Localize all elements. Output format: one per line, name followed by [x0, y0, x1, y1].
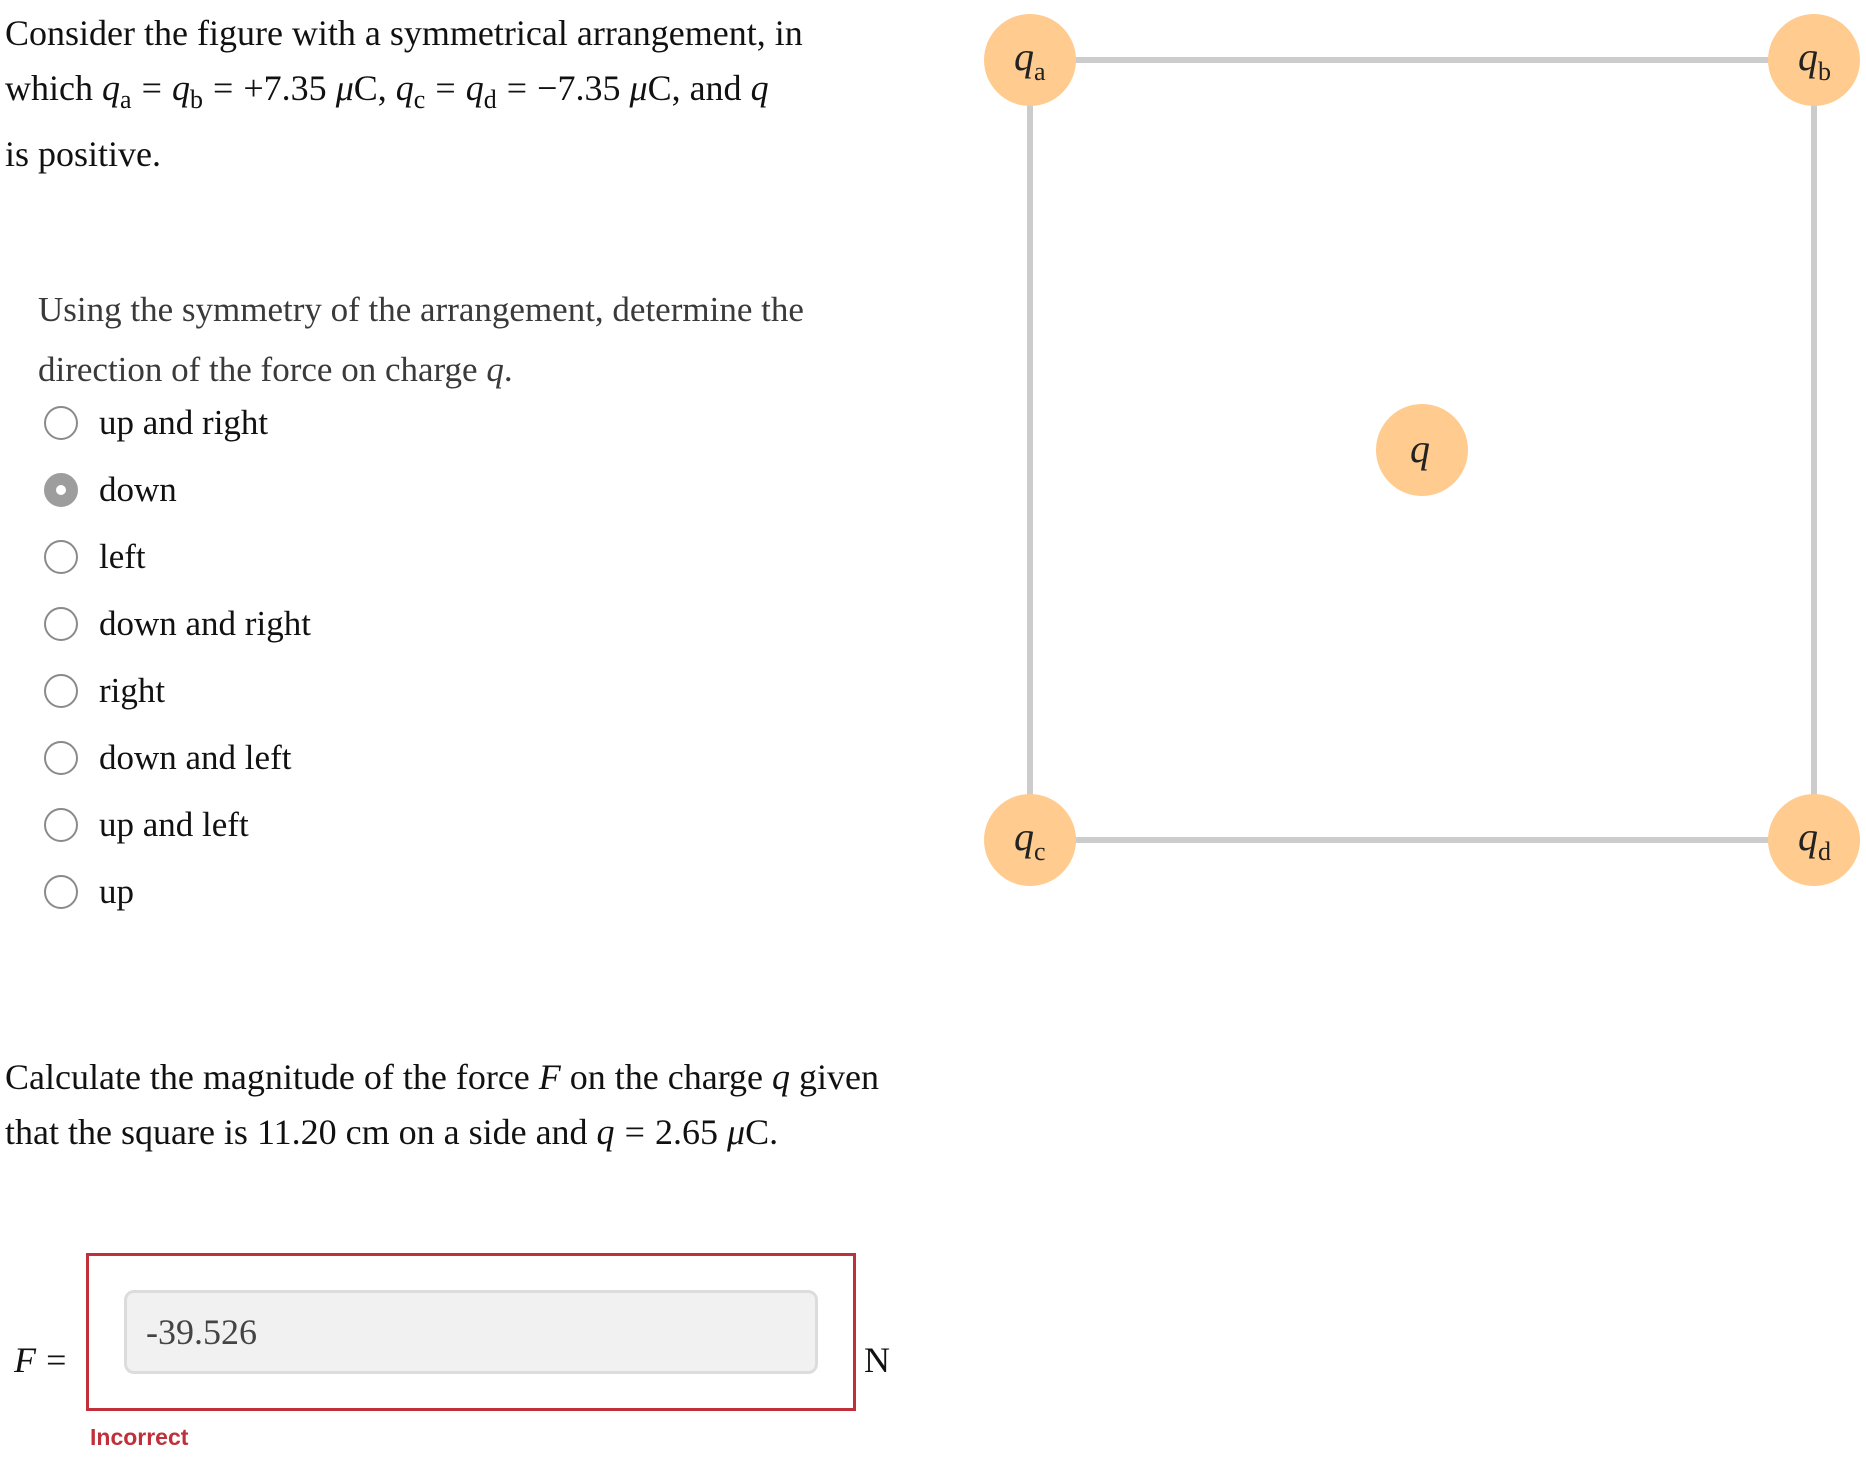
intro-line-2: which $q_a = q_b = +7.35$ μC, $q_c = q_d = -7.35$ μC, and q	[5, 68, 769, 114]
option-down-and-left[interactable]	[44, 735, 544, 785]
charge-qa-label: $q_a$	[1014, 34, 1046, 86]
option-label: left	[99, 537, 146, 576]
direction-question	[38, 280, 878, 400]
option-down-and-right[interactable]	[44, 601, 544, 651]
charge-qd-label: $q_d$	[1798, 814, 1831, 866]
charge-arrangement-figure	[960, 0, 1866, 900]
option-up[interactable]	[44, 869, 544, 919]
answer-unit: N	[864, 1340, 890, 1380]
calc-line-1: Calculate the magnitude of the force F on the charge q given	[5, 1057, 880, 1097]
option-label: down and left	[99, 738, 292, 777]
radio-button-selected[interactable]	[44, 473, 78, 507]
answer-label: F =	[14, 1340, 67, 1380]
radio-button[interactable]	[44, 540, 78, 574]
radio-button[interactable]	[44, 875, 78, 909]
radio-button[interactable]	[44, 406, 78, 440]
option-label: up and right	[99, 403, 269, 442]
radio-button[interactable]	[44, 808, 78, 842]
problem-statement	[5, 6, 845, 182]
option-label: down and right	[99, 604, 311, 643]
charge-qb	[1768, 14, 1860, 106]
charge-q-center	[1376, 404, 1468, 496]
option-label: down	[99, 470, 177, 509]
intro-line-3: is positive.	[5, 133, 162, 174]
radio-button[interactable]	[44, 674, 78, 708]
radio-button[interactable]	[44, 741, 78, 775]
option-left[interactable]	[44, 534, 544, 584]
question-line-1: Using the symmetry of the arrangement, determine the	[38, 290, 804, 329]
charge-qd	[1768, 794, 1860, 886]
question-line-2: direction of the force on charge q.	[38, 350, 513, 389]
option-label: up and left	[99, 805, 249, 844]
radio-button[interactable]	[44, 607, 78, 641]
charge-qc-label: $q_c$	[1014, 814, 1046, 866]
option-down[interactable]	[44, 467, 544, 517]
charge-qa	[984, 14, 1076, 106]
charge-qb-label: $q_b$	[1798, 34, 1831, 86]
charge-qc	[984, 794, 1076, 886]
calc-line-2: that the square is 11.20 cm on a side and q = 2.65 μC.	[5, 1112, 779, 1152]
option-right[interactable]	[44, 668, 544, 718]
option-up-and-left[interactable]	[44, 802, 544, 852]
force-answer-input[interactable]	[124, 1290, 818, 1374]
magnitude-question	[5, 1050, 905, 1160]
charge-q-label: q	[1410, 426, 1430, 471]
incorrect-feedback: Incorrect	[90, 1424, 189, 1450]
intro-line-1: Consider the figure with a symmetrical arrangement, in	[5, 13, 803, 53]
option-label: up	[99, 872, 134, 911]
option-up-and-right[interactable]	[44, 400, 544, 450]
option-label: right	[99, 671, 166, 710]
